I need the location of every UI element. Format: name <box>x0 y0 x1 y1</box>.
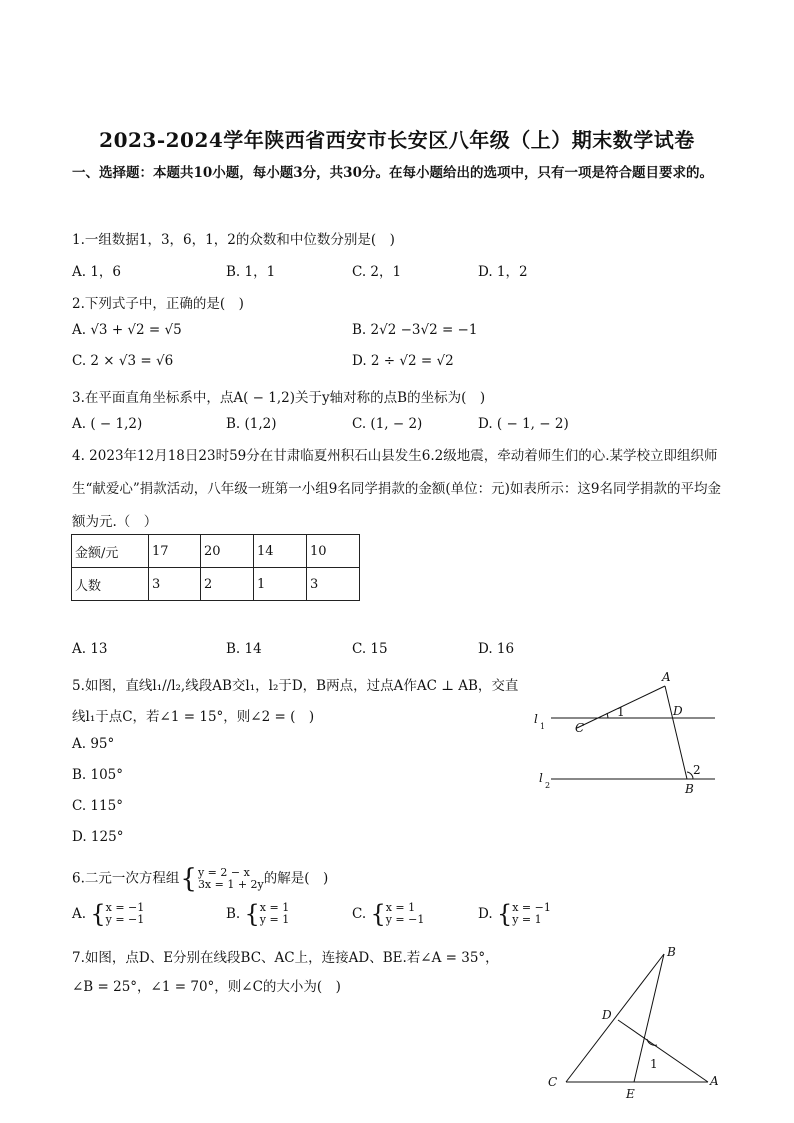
question-5-stem-line2: 线l₁于点C，若∠1 = 15°，则∠2 = ( ) <box>72 709 315 725</box>
q6-option-d <box>478 902 551 926</box>
q6-system <box>198 867 264 891</box>
table-cell: 2 <box>201 568 254 601</box>
q6-eq1: y = 2 − x <box>197 866 250 879</box>
question-2-stem: 2.下列式子中，正确的是( ) <box>72 296 244 312</box>
q1-option-a: A. 1，6 <box>72 264 122 280</box>
q3-option-b: B. (1,2) <box>226 416 277 432</box>
brace-icon: { <box>180 864 197 894</box>
donation-table <box>71 534 360 601</box>
q2-option-d: D. 2 ÷ √2 = √2 <box>352 353 454 369</box>
question-7-stem-line1: 7.如图，点D、E分别在线段BC、AC上，连接AD、BE.若∠A = 35°， <box>72 950 499 966</box>
q1-option-d: D. 1，2 <box>478 264 528 280</box>
label-angle-1: 1 <box>650 1057 658 1071</box>
q6-option-b-line2: y = 1 <box>259 913 290 926</box>
label-a: A <box>662 670 671 684</box>
question-4-stem: 4. 2023年12月18日23时59分在甘肃临夏州积石山县发生6.2级地震，牵动着师生们的心.某学校立即组织师生“献爱心”捐款活动，八年级一班第一小组9名同学捐款的金额(单位：元)如表所示：这9名同学捐款的平均金额为元.（ ） <box>72 448 722 530</box>
brace-icon: { <box>370 900 386 928</box>
q6-option-a-line2: y = −1 <box>105 913 145 926</box>
question-5-stem-line1: 5.如图，直线l₁//l₂,线段AB交l₁，l₂于D，B两点，过点A作AC ⊥ AB，交直 <box>72 678 519 694</box>
q2-option-a: A. √3 + √2 = √5 <box>72 322 182 338</box>
q6-option-d-line2: y = 1 <box>512 913 542 926</box>
q3-option-c: C. (1, − 2) <box>352 416 423 432</box>
brace-icon: { <box>90 900 106 928</box>
q6-option-d-system <box>512 902 551 926</box>
label-angle-1: 1 <box>617 705 625 719</box>
q6-option-d-label: D. <box>478 906 493 922</box>
q6-option-b <box>226 902 289 926</box>
q4-option-a: A. 13 <box>72 641 108 657</box>
label-d: D <box>602 1008 612 1022</box>
q6-option-d-line1: x = −1 <box>512 901 551 914</box>
label-b: B <box>667 945 676 959</box>
table-cell: 17 <box>149 535 201 568</box>
q6-option-c-label: C. <box>352 906 367 922</box>
q6-eq2: 3x = 1 + 2y <box>197 878 264 891</box>
q5-figure <box>525 668 725 803</box>
label-l1: l <box>534 712 538 726</box>
q4-option-b: B. 14 <box>226 641 262 657</box>
q6-option-a <box>72 902 144 926</box>
label-d: D <box>673 704 683 718</box>
q2-option-c: C. 2 × √3 = √6 <box>72 353 174 369</box>
question-7-stem-line2: ∠B = 25°，∠1 = 70°，则∠C的大小为( ) <box>72 979 341 995</box>
table-row <box>72 568 360 601</box>
question-3-stem: 3.在平面直角坐标系中，点A( − 1,2)关于y轴对称的点B的坐标为( ) <box>72 390 486 406</box>
label-b: B <box>685 782 694 796</box>
q6-stem-head: 6.二元一次方程组 <box>72 870 180 887</box>
table-cell: 人数 <box>72 568 149 601</box>
brace-icon: { <box>244 900 260 928</box>
q4-option-d: D. 16 <box>478 641 515 657</box>
q3-option-a: A. ( − 1,2) <box>72 416 143 432</box>
q6-option-c-line1: x = 1 <box>385 901 416 914</box>
q6-option-b-system <box>260 902 289 926</box>
table-cell: 10 <box>307 535 360 568</box>
q6-option-b-label: B. <box>226 906 241 922</box>
segment-ab <box>665 686 687 779</box>
q7-figure <box>540 940 730 1105</box>
q6-option-a-system <box>106 902 145 926</box>
angle-1-arc <box>647 1039 657 1045</box>
q5-option-d: D. 125° <box>72 829 124 845</box>
q6-option-c-system <box>386 902 425 926</box>
label-c: C <box>575 721 585 735</box>
table-cell: 1 <box>254 568 307 601</box>
brace-icon: { <box>496 900 513 928</box>
table-cell: 14 <box>254 535 307 568</box>
q6-option-a-line1: x = −1 <box>105 901 145 914</box>
label-l2: l <box>539 771 543 785</box>
table-cell: 3 <box>307 568 360 601</box>
q5-option-a: A. 95° <box>72 736 115 752</box>
section-heading: 一、选择题：本题共10小题，每小题3分，共30分。在每小题给出的选项中，只有一项是符合题目要求的。 <box>72 165 713 181</box>
table-cell: 金额/元 <box>72 535 149 568</box>
q1-option-b: B. 1，1 <box>226 264 276 280</box>
question-1-stem: 1.一组数据1，3，6，1，2的众数和中位数分别是( ) <box>72 232 395 248</box>
q2-option-b: B. 2√2 −3√2 = −1 <box>352 322 478 338</box>
page-title: 2023-2024学年陕西省西安市长安区八年级（上）期末数学试卷 <box>99 128 695 152</box>
q6-stem-tail: 的解是( ) <box>263 870 329 887</box>
q4-option-c: C. 15 <box>352 641 388 657</box>
q1-option-c: C. 2，1 <box>352 264 402 280</box>
table-cell: 3 <box>149 568 201 601</box>
label-a: A <box>710 1074 719 1088</box>
label-l2-sub: 2 <box>545 781 551 790</box>
q5-option-b: B. 105° <box>72 767 124 783</box>
q6-option-b-line1: x = 1 <box>259 901 290 914</box>
label-e: E <box>626 1087 635 1101</box>
table-cell: 20 <box>201 535 254 568</box>
question-6-stem <box>72 866 328 892</box>
q6-option-c-line2: y = −1 <box>385 913 425 926</box>
label-l1-sub: 1 <box>540 722 546 731</box>
q3-option-d: D. ( − 1, − 2) <box>478 416 569 432</box>
table-row <box>72 535 360 568</box>
q6-option-c <box>352 902 424 926</box>
label-angle-2: 2 <box>693 763 701 777</box>
label-c: C <box>548 1075 558 1089</box>
q5-option-c: C. 115° <box>72 798 123 814</box>
q6-option-a-label: A. <box>72 906 87 922</box>
segment-da <box>618 1020 708 1082</box>
